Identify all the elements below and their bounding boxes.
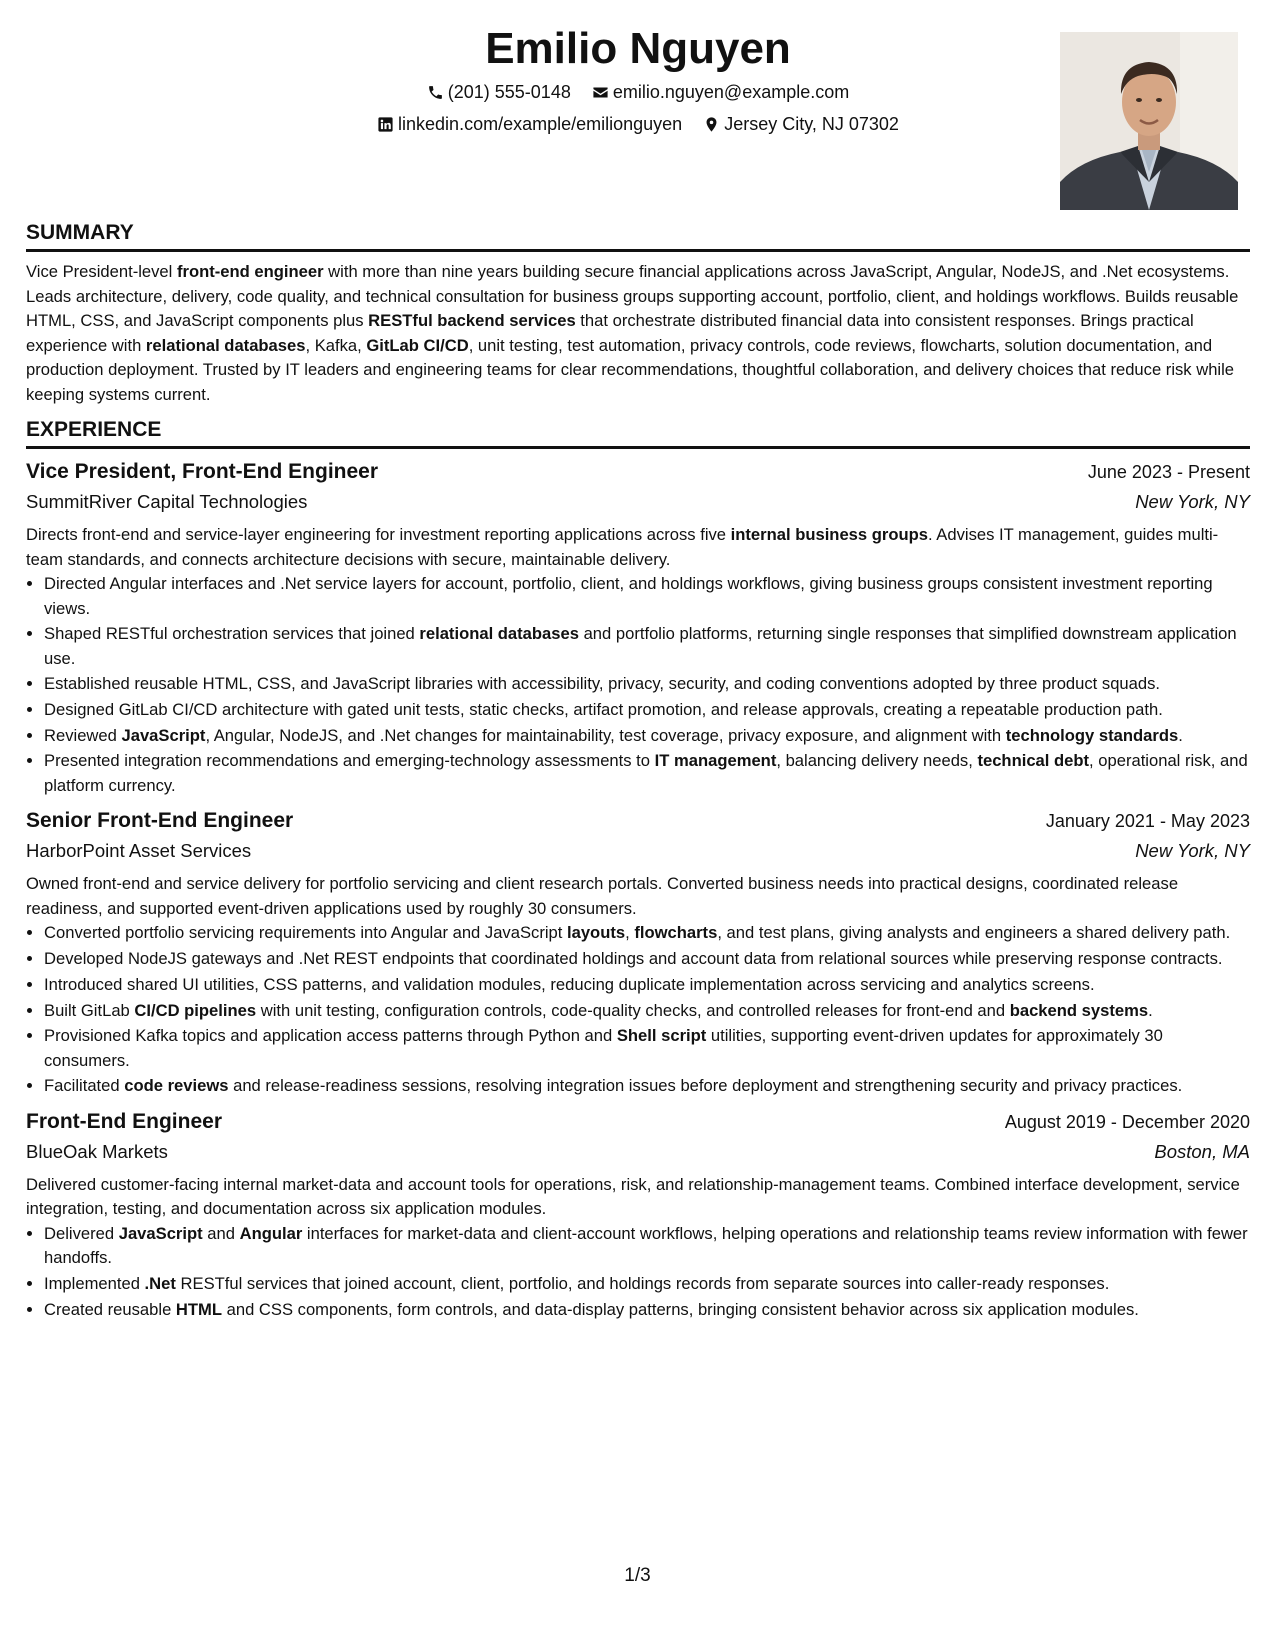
- text-run: Developed NodeJS gateways and .Net REST endpoints that coordinated holdings and account data from relational sources while preserving response contracts.: [44, 949, 1223, 969]
- bold-keyword: CI/CD pipelines: [134, 1000, 257, 1020]
- bold-keyword: layouts: [566, 923, 626, 943]
- profile-photo: [1060, 32, 1238, 210]
- text-run: .: [1178, 725, 1183, 745]
- text-run: Established reusable HTML, CSS, and JavaScript libraries with accessibility, privacy, security, and coding conventions adopted by three product squads.: [44, 674, 1161, 694]
- text-run: Owned front-end and service delivery for portfolio servicing and client research portals. Converted business needs into practical designs, coordinated release readiness, and supported event-driven applications used by roughly 30 consumers.: [26, 874, 1179, 918]
- bold-keyword: HTML: [175, 1299, 223, 1319]
- bold-keyword: technology standards: [1005, 725, 1179, 745]
- location-contact: [703, 112, 899, 136]
- text-run: . Advises IT management, guides multi-team standards, and connects architecture decisions with secure, maintainable delivery.: [26, 525, 1219, 569]
- summary-heading: SUMMARY: [26, 220, 1250, 252]
- job-dates: June 2023 - Present: [1087, 462, 1250, 482]
- job-location: New York, NY: [1135, 840, 1250, 862]
- job-bullets: [26, 921, 1250, 1098]
- experience-section: [26, 417, 1250, 1322]
- bold-keyword: JavaScript: [118, 1223, 203, 1243]
- text-run: Designed GitLab CI/CD architecture with gated unit tests, static checks, artifact promotion, and release approvals, creating a repeatable production path.: [44, 700, 1163, 720]
- email-contact[interactable]: [592, 80, 849, 104]
- job-description: [26, 872, 1250, 921]
- bold-keyword: technical debt: [977, 751, 1090, 771]
- text-run: and: [202, 1223, 240, 1243]
- phone-icon: [427, 84, 444, 101]
- bold-keyword: front-end engineer: [176, 262, 324, 281]
- text-run: Converted portfolio servicing requirements into Angular and JavaScript: [44, 923, 567, 943]
- bold-keyword: relational databases: [145, 335, 306, 355]
- text-run: , Kafka,: [305, 335, 367, 355]
- job-entry: [26, 457, 1250, 798]
- text-run: and portfolio platforms, returning single responses that simplified downstream application use.: [44, 624, 1237, 668]
- job-title: Senior Front-End Engineer: [26, 809, 294, 833]
- bold-keyword: backend systems: [1009, 1000, 1149, 1020]
- text-run: with more than nine years building secure financial applications across JavaScript, Angular, NodeJS, and .Net ecosystems. Leads architecture, delivery, code quality, and technical consultation for business groups supporting account, portfolio, client, and holdings workflows. Builds reusable HTML, CSS, and JavaScript components plus: [26, 262, 1239, 330]
- bullet-item: [44, 672, 1250, 697]
- bullet-item: [44, 1222, 1250, 1271]
- summary-section: [26, 220, 1250, 407]
- bullet-item: [44, 622, 1250, 671]
- bold-keyword: GitLab CI/CD: [366, 335, 469, 355]
- bullet-item: [44, 1074, 1250, 1099]
- text-run: , and test plans, giving analysts and engineers a shared delivery path.: [717, 923, 1231, 943]
- linkedin-url[interactable]: linkedin.com/example/emilionguyen: [398, 114, 683, 134]
- text-run: and CSS components, form controls, and data-display patterns, bringing consistent behavior across six application modules.: [222, 1299, 1139, 1319]
- bullet-item: [44, 1272, 1250, 1297]
- bullet-item: [44, 749, 1250, 798]
- page-number: 1/3: [624, 1565, 651, 1586]
- resume-page: [26, 0, 1250, 1323]
- envelope-icon: [592, 84, 609, 101]
- job-location: Boston, MA: [1154, 1140, 1250, 1162]
- text-run: with unit testing, configuration controls, code-quality checks, and controlled releases for front-end and: [256, 1000, 1010, 1020]
- company-name: BlueOak Markets: [26, 1140, 168, 1162]
- job-location: New York, NY: [1135, 491, 1250, 512]
- bullet-item: [44, 724, 1250, 749]
- map-pin-icon: [703, 116, 720, 133]
- text-run: Delivered customer-facing internal market-data and account tools for operations, risk, and relationship-management teams. Combined interface development, service integration, testing, and documentation across six application modules.: [26, 1174, 1240, 1219]
- text-run: Directs front-end and service-layer engineering for investment reporting applications across five: [26, 525, 731, 544]
- bold-keyword: JavaScript: [121, 725, 206, 745]
- resume-header: [26, 0, 1250, 220]
- bold-keyword: code reviews: [124, 1076, 229, 1096]
- text-run: Presented integration recommendations and emerging-technology assessments to: [44, 751, 655, 771]
- text-run: RESTful services that joined account, client, portfolio, and holdings records from separate sources into caller-ready responses.: [175, 1274, 1110, 1294]
- text-run: , operational risk, and platform currency.: [44, 751, 1248, 795]
- text-run: Created reusable: [44, 1299, 176, 1319]
- job-dates: August 2019 - December 2020: [1004, 1111, 1250, 1132]
- bold-keyword: .Net: [144, 1274, 176, 1294]
- bullet-item: [44, 698, 1250, 723]
- job-title: Front-End Engineer: [26, 1109, 222, 1133]
- text-run: Directed Angular interfaces and .Net service layers for account, portfolio, client, and holdings workflows, giving business groups consistent investment reporting views.: [44, 574, 1213, 618]
- bold-keyword: flowcharts: [634, 923, 718, 943]
- linkedin-contact[interactable]: [377, 112, 682, 136]
- job-bullets: [26, 572, 1250, 798]
- job-bullets: [26, 1222, 1250, 1322]
- bold-keyword: RESTful backend services: [368, 311, 576, 330]
- bold-keyword: Angular: [239, 1223, 303, 1243]
- phone-contact: [427, 80, 571, 104]
- linkedin-icon: [377, 116, 394, 133]
- job-dates: January 2021 - May 2023: [1045, 811, 1250, 832]
- text-run: , balancing delivery needs,: [776, 751, 978, 771]
- location-text: Jersey City, NJ 07302: [724, 114, 899, 134]
- experience-heading: EXPERIENCE: [26, 417, 1250, 449]
- text-run: ,: [625, 923, 635, 943]
- text-run: that orchestrate distributed financial data into consistent responses. Brings practical experience with: [26, 311, 1194, 355]
- bullet-item: [44, 973, 1250, 998]
- job-description: [26, 1173, 1250, 1222]
- text-run: interfaces for market-data and client-account workflows, helping operations and relationship teams review information with fewer handoffs.: [44, 1223, 1248, 1268]
- text-run: Introduced shared UI utilities, CSS patterns, and validation modules, reducing duplicate implementation across servicing and analytics screens.: [44, 974, 1095, 994]
- bold-keyword: internal business groups: [730, 525, 928, 544]
- bold-keyword: relational databases: [419, 624, 579, 644]
- text-run: utilities, supporting event-driven updates for approximately 30 consumers.: [44, 1026, 1163, 1070]
- text-run: and release-readiness sessions, resolving integration issues before deployment and strengthening security and privacy practices.: [228, 1076, 1183, 1096]
- company-name: SummitRiver Capital Technologies: [26, 491, 308, 512]
- job-description: [26, 523, 1250, 572]
- text-run: Shaped RESTful orchestration services that joined: [44, 624, 420, 644]
- bold-keyword: Shell script: [616, 1026, 707, 1046]
- bold-keyword: IT management: [654, 751, 777, 771]
- company-name: HarborPoint Asset Services: [26, 840, 252, 862]
- bullet-item: [44, 947, 1250, 972]
- job-entry: [26, 1107, 1250, 1322]
- bullet-item: [44, 921, 1250, 946]
- bullet-item: [44, 999, 1250, 1024]
- text-run: Delivered: [44, 1223, 119, 1243]
- text-run: Implemented: [44, 1274, 145, 1294]
- job-title: Vice President, Front-End Engineer: [26, 460, 379, 483]
- text-run: Vice President-level: [26, 262, 177, 281]
- text-run: Reviewed: [44, 725, 122, 745]
- text-run: , unit testing, test automation, privacy controls, code reviews, flowcharts, solution documentation, and production deployment. Trusted by IT leaders and engineering teams for clear recommendations, thoughtful collaboration, and delivery choices that reduce risk while keeping systems current.: [26, 335, 1235, 404]
- text-run: Provisioned Kafka topics and application access patterns through Python and: [44, 1026, 617, 1046]
- bullet-item: [44, 1024, 1250, 1073]
- text-run: Facilitated: [44, 1076, 125, 1096]
- summary-text: [26, 260, 1250, 407]
- text-run: .: [1148, 1000, 1153, 1020]
- text-run: Built GitLab: [44, 1000, 135, 1020]
- email-address[interactable]: emilio.nguyen@example.com: [612, 82, 850, 102]
- candidate-name: Emilio Nguyen: [485, 24, 791, 73]
- job-entry: [26, 806, 1250, 1098]
- bullet-item: [44, 1298, 1250, 1323]
- text-run: , Angular, NodeJS, and .Net changes for maintainability, test coverage, privacy exposure, and alignment with: [205, 725, 1006, 745]
- phone-number: (201) 555-0148: [447, 82, 571, 102]
- bullet-item: [44, 572, 1250, 621]
